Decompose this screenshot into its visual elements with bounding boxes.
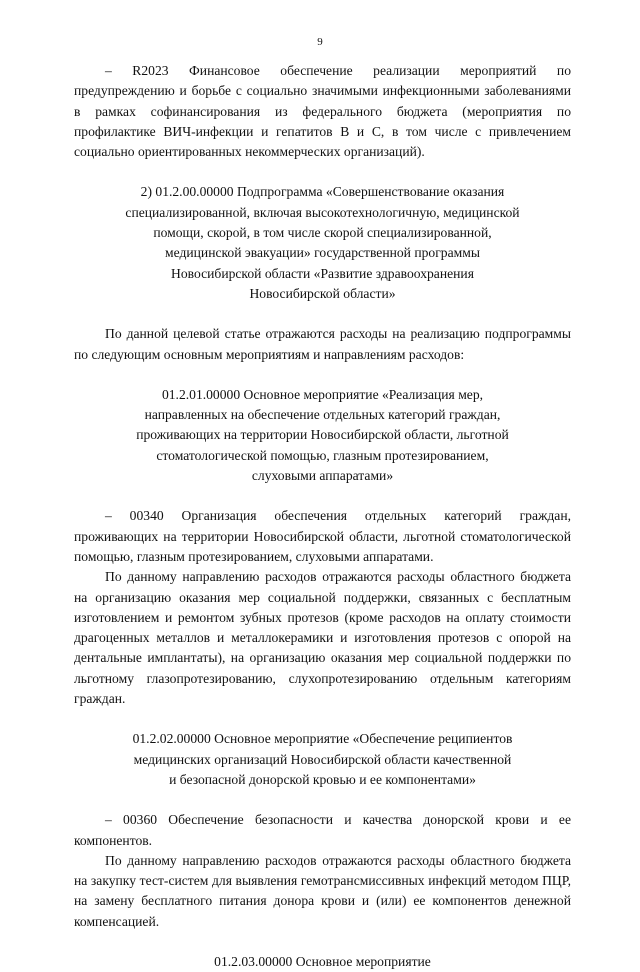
heading-line: медицинской эвакуации» государственной программы [165, 245, 480, 261]
page-number: 9 [317, 36, 323, 48]
heading-line: проживающих на территории Новосибирской области, льготной [136, 427, 509, 443]
heading-line: и безопасной донорской кровью и ее компонентами» [169, 771, 476, 787]
heading-line: слуховыми аппаратами» [251, 468, 394, 484]
heading-main-event-02 [74, 729, 571, 790]
page-content [74, 61, 571, 972]
heading-main-event-01 [74, 385, 571, 486]
heading-line: 01.2.02.00000 Основное мероприятие «Обеспечение реципиентов [132, 731, 513, 747]
heading-line: стоматологической помощью, глазным протезированием, [156, 447, 489, 463]
paragraph-00360-expenses: По данному направлению расходов отражаются расходы областного бюджета на закупку тест-систем для выявления гемотрансмиссивных инфекций методом ПЦР, на замену бесплатного питания донора крови и (или) ее компонентов денежной компенсацией. [74, 852, 571, 929]
paragraph-00360: – 00360 Обеспечение безопасности и качества донорской крови и ее компонентов. [74, 812, 571, 848]
paragraph-r2023: – R2023 Финансовое обеспечение реализации мероприятий по предупреждению и борьбе с социально значимыми инфекционными заболеваниями в рамках софинансирования из федерального бюджета (мероприятия по профилактике ВИЧ-инфекции и гепатитов В и С, в том числе с привлечением социально ориентированных некоммерческих организаций). [74, 63, 571, 160]
heading-line: медицинских организаций Новосибирской области качественной [133, 751, 512, 767]
heading-line: 01.2.01.00000 Основное мероприятие «Реализация мер, [161, 386, 484, 402]
heading-line: специализированной, включая высокотехнологичную, медицинской [125, 204, 520, 220]
heading-line: 01.2.03.00000 Основное мероприятие [214, 953, 431, 969]
paragraph-00340-expenses: По данному направлению расходов отражаются расходы областного бюджета на организацию оказания мер социальной поддержки, связанных с бесплатным изготовлением и ремонтом зубных протезов (кроме расходов на оплату стоимости драгоценных металлов и металлокерамики и изготовления протезов с опорой на дентальные имплантаты), на организацию оказания мер социальной поддержки по льготному глазопротезированию, слухопротезированию отдельным категориям граждан. [74, 569, 571, 707]
heading-line: помощи, скорой, в том числе скорой специализированной, [153, 225, 492, 241]
paragraph-00340: – 00340 Организация обеспечения отдельных категорий граждан, проживающих на территории Новосибирской области, льготной стоматологической помощью, глазным протезированием, слуховыми аппаратами. [74, 508, 571, 564]
heading-line: Новосибирской области «Развитие здравоохранения [171, 265, 474, 281]
heading-line: направленных на обеспечение отдельных категорий граждан, [144, 407, 501, 423]
heading-main-event-03 [74, 952, 571, 972]
heading-line: 2) 01.2.00.00000 Подпрограмма «Совершенствование оказания [140, 184, 505, 200]
paragraph-intro: По данной целевой статье отражаются расходы на реализацию подпрограммы по следующим основным мероприятиям и направлениям расходов: [74, 326, 571, 362]
heading-line: Новосибирской области» [249, 285, 396, 301]
heading-subprogram [74, 182, 571, 304]
